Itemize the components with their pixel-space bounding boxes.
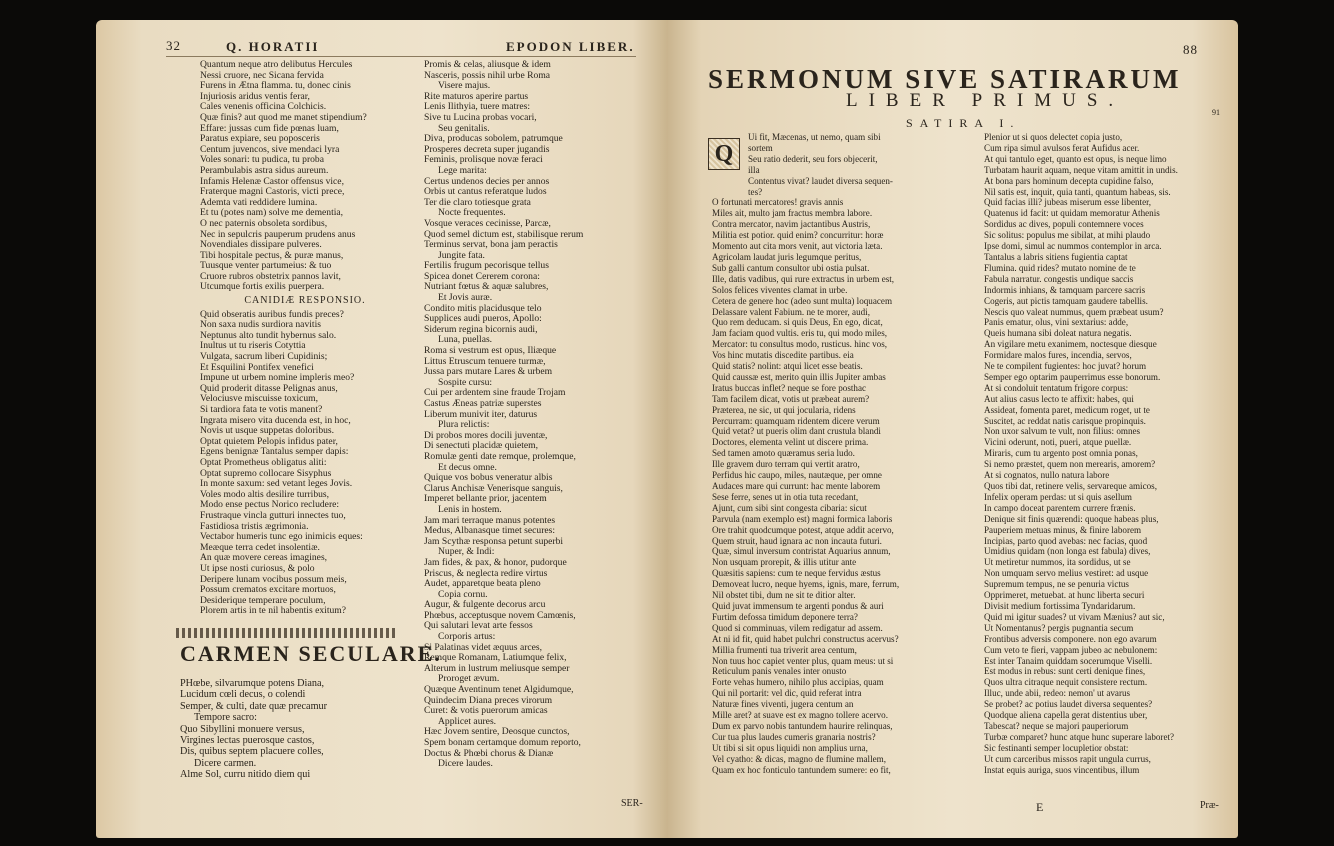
text-line: Lucidum cœli decus, o colendi — [180, 689, 306, 701]
text-line: At bona pars hominum decepta cupidine falso, — [984, 175, 1154, 186]
text-line: Flumina. quid rides? mutato nomine de te — [984, 262, 1136, 273]
text-line: Optat supremo collocare Sisyphus — [200, 467, 332, 479]
text-line: Imperet bellante prior, jacentem — [424, 493, 547, 505]
text-line: Denique sit finis quærendi: quoque habeas plus, — [984, 513, 1159, 524]
text-line: Plenior ut si quos delectet copia justo, — [984, 132, 1123, 142]
text-line: Semper ego optarim pauperrimus esse bonorum. — [984, 371, 1161, 382]
text-line: Inultus ut tu riseris Cotyttia — [200, 340, 306, 352]
text-line: O fortunati mercatores! gravis annis — [712, 197, 844, 208]
text-line: Quos tibi dat, retinere velis, servareque amicos, — [984, 481, 1157, 491]
text-line: Forte vehas humero, nihilo plus accipias, quam — [712, 677, 884, 688]
text-line: Audaces mare qui currunt: hac mente laborem — [712, 481, 881, 491]
text-line: Doctores, elementa velint ut discere prima. — [712, 437, 869, 448]
text-line: tes? — [748, 186, 763, 197]
text-line: Ter die claro totiesque grata — [424, 196, 531, 208]
text-line: Est inter Tanaim quiddam socerumque Viselli. — [984, 655, 1153, 666]
text-line: Jam faciam quod vultis. eris tu, qui modo miles, — [712, 328, 888, 339]
text-line: Injuriosis aridus ventis ferar, — [200, 90, 310, 102]
text-line: Ille, datis vadibus, qui rure extractus in urbem est, — [712, 273, 895, 284]
text-line: Vicini oderunt, noti, pueri, atque puellæ. — [984, 437, 1132, 448]
text-line: Virgines lectas puerosque castos, — [180, 735, 315, 747]
text-line: Nuper, & Indi: — [438, 546, 495, 558]
text-line: Millia frumenti tua triverit area centum, — [712, 644, 857, 655]
text-line: Si tardiora fata te votis manent? — [200, 404, 323, 415]
text-line: Medus, Albanasque timet secures: — [424, 525, 556, 537]
text-line: Et Jovis auræ. — [438, 292, 493, 304]
text-line: Lenis Ilithyia, tuere matres: — [424, 101, 531, 113]
text-line: In monte saxum: sed vetant leges Jovis. — [200, 478, 353, 490]
left-column-1 — [200, 60, 410, 626]
text-line: Quindecim Diana preces virorum — [424, 694, 553, 706]
page-number-left: 32 — [166, 38, 181, 53]
text-line: Diva, producas sobolem, patrumque — [424, 133, 563, 145]
text-line: Demoveat lucro, neque hyems, ignis, mare, ferrum, — [712, 579, 900, 590]
text-line: Doctus & Phœbi chorus & Dianæ — [424, 747, 554, 759]
text-line: Mercator: tu consultus modo, rusticus. hinc vos, — [712, 339, 888, 350]
text-line: Quæsitis sapiens: cum te neque fervidus æstus — [712, 568, 881, 579]
text-line: Non usquam prorepit, & illis utitur ante — [712, 557, 857, 568]
text-line: Alterum in lustrum meliusque semper — [424, 662, 570, 674]
text-line: Nil satis est, inquit, quia tanti, quantum habeas, sis. — [984, 186, 1171, 197]
right-page — [668, 20, 1238, 838]
text-line: Suscitet, ac reddat natis carisque propinquis. — [984, 415, 1146, 426]
text-line: Fraterque magni Castoris, victi prece, — [200, 186, 345, 198]
text-line: Quo rem deducam. si quis Deus, En ego, dicat, — [712, 317, 883, 328]
text-line: Nutriant fœtus & aquæ salubres, — [424, 281, 549, 293]
text-line: An vigilare metu exanimem, noctesque diesque — [984, 339, 1157, 350]
text-line: Plura relictis: — [438, 419, 490, 431]
text-line: Proroget ævum. — [438, 673, 500, 685]
text-line: Cales venenis officina Colchicis. — [200, 101, 327, 113]
text-line: At qui tantulo eget, quanto est opus, is neque limo — [984, 153, 1167, 164]
text-line: Ademta vati reddidere lumina. — [200, 196, 318, 208]
text-line: Fastidiosa tristis ægrimonia. — [200, 520, 309, 532]
text-line: Ajunt, cum sibi sint congesta cibaria: sicut — [712, 502, 867, 513]
text-line: Pauperiem metuas minus, & finire laborem — [984, 524, 1142, 535]
text-line: Condito mitis placidusque telo — [424, 302, 542, 314]
text-line: Visere majus. — [438, 80, 491, 92]
text-line: Supremum tempus, ne se penuria victus — [984, 579, 1129, 590]
text-line: Jam Scythæ responsa petunt superbi — [424, 535, 564, 547]
text-line: Infamis Helenæ Castor offensus vice, — [200, 175, 344, 187]
text-line: Jam fides, & pax, & honor, pudorque — [424, 556, 567, 568]
text-line: Non tuus hoc capiet venter plus, quam meus: ut si — [712, 655, 894, 666]
text-line: Quantum neque atro delibutus Hercules — [200, 60, 353, 70]
text-line: Et decus omne. — [438, 461, 497, 473]
text-line: Vos hinc mutatis discedite partibus. eia — [712, 350, 854, 361]
text-line: Miles ait, multo jam fractus membra labore. — [712, 208, 873, 219]
text-line: Liberum munivit iter, daturus — [424, 408, 538, 420]
text-line: Lege marita: — [438, 164, 487, 176]
text-line: Prosperes decreta super jugandis — [424, 143, 550, 155]
text-line: Si Palatinas videt æquus arces, — [424, 641, 543, 653]
text-line: Littus Etruscum tenuere turmæ, — [424, 355, 546, 367]
text-line: Fabula narratur. congestis undique saccis — [984, 273, 1134, 284]
text-line: Panis ematur, olus, vini sextarius: adde, — [984, 317, 1129, 328]
text-line: Spicea donet Cererem corona: — [424, 270, 540, 282]
text-line: Feminis, prolisque novæ feraci — [424, 154, 543, 166]
text-line: Delassare valent Fabium. ne te morer, audi, — [712, 306, 870, 317]
text-line: sortem — [748, 142, 773, 153]
subtitle: LIBER PRIMUS. — [846, 90, 1125, 111]
text-line: Centum juvencos, sive mendaci lyra — [200, 143, 340, 155]
text-line: illa — [748, 164, 760, 175]
text-line: Agricolam laudat juris legumque peritus, — [712, 251, 862, 262]
text-line: At ni id fit, quid habet pulchri constructus acervus? — [712, 633, 899, 644]
marginal-note: 91 — [1212, 108, 1220, 117]
catchword-right: Præ- — [1200, 800, 1219, 811]
text-line: Dum ex parvo nobis tantundem haurire relinquas, — [712, 720, 893, 731]
text-line: Sed tamen amoto quæramus seria ludo. — [712, 448, 855, 459]
text-line: Clarus Anchisæ Venerisque sanguis, — [424, 482, 563, 494]
running-head-right: EPODON LIBER. — [506, 39, 635, 54]
text-line: Quodque aliena capella gerat distentius uber, — [984, 710, 1148, 721]
right-column-2 — [984, 132, 1229, 812]
text-line: Et Esquilini Pontifex venefici — [200, 361, 314, 373]
text-line: Cur tua plus laudes cumeris granaria nostris? — [712, 731, 876, 742]
text-line: Sub galli cantum consultor ubi ostia pulsat. — [712, 262, 870, 273]
text-line: Ui fit, Mæcenas, ut nemo, quam sibi — [748, 132, 881, 142]
text-line: Queis humana sibi doleat natura negatis. — [984, 328, 1132, 339]
text-line: Fertilis frugum pecorisque tellus — [424, 260, 549, 272]
text-line: Nec in sepulcris pauperum prudens anus — [200, 228, 356, 240]
text-line: Curet: & votis puerorum amicas — [424, 705, 548, 717]
text-line: Naturæ fines viventi, jugera centum an — [712, 699, 854, 710]
left-column-2 — [424, 60, 654, 812]
text-line: Jussa pars mutare Lares & urbem — [424, 366, 553, 378]
text-line: Di probos mores docili juventæ, — [424, 429, 548, 441]
text-line: Perfidus hic caupo, miles, nautæque, per omne — [712, 470, 882, 481]
text-line: At si condoluit tentatum frigore corpus: — [984, 382, 1129, 393]
text-line: Optat Prometheus obligatus aliti: — [200, 456, 327, 468]
text-line: Jam mari terraque manus potentes — [424, 514, 556, 526]
head-rule-left — [166, 56, 636, 57]
text-line: At si cognatos, nullo natura labore — [984, 470, 1110, 481]
text-line: Plorem artis in te nil habentis exitum? — [200, 605, 347, 617]
right-column-1 — [712, 132, 974, 812]
text-line: Est modus in rebus: sunt certi denique fines, — [984, 666, 1146, 677]
text-line: Opprimeret, metuebat. at hunc liberta securi — [984, 590, 1145, 601]
text-line: Turbatam haurit aquam, neque vitam amittit in undis. — [984, 164, 1178, 175]
text-line: Neptunus alto tundit hybernus salo. — [200, 329, 337, 341]
text-line: Sese ferre, senes ut in otia tuta recedant, — [712, 491, 859, 502]
text-line: Frustraque vincla gutturi innectes tuo, — [200, 509, 346, 521]
text-line: Aut alius casus lecto te affixit: habes, qui — [984, 393, 1134, 404]
text-line: Reticulum panis venales inter onusto — [712, 666, 847, 677]
text-line: Voles modo altis desilire turribus, — [200, 488, 330, 500]
text-line: Sive tu Lucina probas vocari, — [424, 111, 537, 123]
text-line: Di senectuti placidæ quietem, — [424, 440, 539, 452]
text-line: Tibi hospitale pectus, & puræ manus, — [200, 249, 344, 261]
text-line: Cum veto te fieri, vappam jubeo ac nebulonem: — [984, 644, 1158, 655]
text-line: Se probet? ac potius laudet diversa sequentes? — [984, 699, 1153, 710]
text-line: Quod semel dictum est, stabilisque rerum — [424, 228, 584, 240]
text-line: Tabescat? neque se majori pauperiorum — [984, 720, 1129, 731]
text-line: Corporis artus: — [438, 631, 496, 643]
text-line: Applicet aures. — [438, 715, 497, 727]
text-line: Sic festinanti semper locupletior obstat: — [984, 742, 1129, 753]
text-line: Cruore rubros obstetrix pannos lavit, — [200, 270, 341, 282]
text-line: Quam ex hoc fonticulo tantundem sumere: eo fit, — [712, 764, 891, 775]
text-line: Ut cum carceribus missos rapit ungula currus, — [984, 753, 1151, 764]
text-line: Qui salutari levat arte fessos — [424, 620, 533, 632]
text-line: Turbæ comparet? hunc atque hunc superare laboret? — [984, 731, 1175, 742]
text-line: Miraris, cum tu argento post omnia ponas, — [984, 448, 1138, 459]
text-line: Ingrata misero vita ducenda est, in hoc, — [200, 414, 351, 426]
main-title: SERMONUM SIVE SATIRARUM — [708, 64, 1182, 94]
catchword-left: SER- — [621, 798, 643, 809]
text-line: Siderum regina bicornis audi, — [424, 323, 538, 335]
text-line: Novendiales dissipare pulveres. — [200, 239, 322, 251]
text-line: Contra mercator, navim jactantibus Austris, — [712, 219, 871, 230]
text-line: Velociusve miscuisse toxicum, — [200, 393, 319, 405]
text-line: Nescis quo valeat nummus, quem præbeat usum? — [984, 306, 1164, 317]
text-line: Ne te compilent fugientes: hoc juvat? horum — [984, 361, 1147, 372]
text-line: Cui per ardentem sine fraude Trojam — [424, 387, 566, 399]
text-line: Quid vetat? ut pueris olim dant crustula blandi — [712, 426, 881, 437]
text-line: Qui nil portarit: vel dic, quid referat intra — [712, 688, 862, 699]
text-line: Luna, puellas. — [438, 334, 493, 346]
text-line: Frontibus adversis componere. non ego avarum — [984, 633, 1157, 644]
text-line: Quid caussæ est, merito quin illis Jupiter ambas — [712, 371, 886, 382]
text-line: Possum crematos excitare mortuos, — [200, 584, 336, 596]
text-line: Perambulabis astra sidus aureum. — [200, 164, 329, 176]
text-line: Quæ, simul inversum contristat Aquarius annum, — [712, 546, 891, 557]
text-line: Quæ finis? aut quod me manet stipendium? — [200, 111, 367, 123]
text-line: Ut ipse nosti curiosus, & polo — [200, 562, 315, 574]
text-line: Quid juvat immensum te argenti pondus & auri — [712, 600, 884, 611]
text-line: Vosque veraces cecinisse, Parcæ, — [424, 217, 551, 229]
text-line: Instat equis auriga, suos vincentibus, illum — [984, 764, 1140, 775]
text-line: Novis ut usque suppetas doloribus. — [200, 425, 335, 437]
text-line: Sordidus ac dives, populi contemnere voces — [984, 219, 1144, 230]
text-line: Nessi cruore, nec Sicana fervida — [200, 69, 324, 81]
text-line: Remque Romanam, Latiumque felix, — [424, 652, 567, 664]
text-line: Jungite fata. — [438, 249, 485, 261]
text-line: Furtim defossa timidum deponere terra? — [712, 611, 858, 622]
text-line: Lenis in hostem. — [438, 503, 502, 515]
text-line: Promis & celas, aliusque & idem — [424, 60, 551, 70]
text-line: Quos ultra citraque nequit consistere rectum. — [984, 677, 1148, 688]
text-line: Hæc Jovem sentire, Deosque cunctos, — [424, 726, 570, 738]
text-line: Infelix operam perdas: ut si quis asellum — [984, 491, 1132, 502]
text-line: Divisit medium fortissima Tyndaridarum. — [984, 600, 1136, 611]
text-line: Mille aret? at suave est ex magno tollere acervo. — [712, 710, 888, 721]
running-head-left: Q. HORATII — [226, 39, 320, 54]
text-line: Spem bonam certamque domum reporto, — [424, 737, 581, 748]
text-line: Egens benignæ Tantalus semper dapis: — [200, 446, 349, 458]
text-line: Quique vos bobus veneratur albis — [424, 472, 553, 484]
text-line: Quid obseratis auribus fundis preces? — [200, 308, 344, 320]
text-line: Orbis ut cantus referatque ludos — [424, 186, 547, 198]
text-line: Quo Sibyllini monuere versus, — [180, 723, 305, 735]
text-line: Illuc, unde abii, redeo: nemon' ut avarus — [984, 688, 1131, 699]
text-line: Paratus expiare, seu poposceris — [200, 133, 320, 145]
text-line: Ut Nomentanus? pergis pugnantia secum — [984, 622, 1134, 633]
text-line: Momento aut cita mors venit, aut victoria læta. — [712, 241, 883, 252]
text-line: Terminus servat, bona jam peractis — [424, 239, 558, 251]
text-line: Vel cyatho: & dicas, magno de flumine mallem, — [712, 753, 886, 764]
text-line: Ore trahit quodcumque potest, atque addit acervo, — [712, 524, 894, 535]
text-line: Optat quietem Pelopis infidus pater, — [200, 435, 338, 447]
text-line: O nec paternis obsoleta sordibus, — [200, 217, 328, 229]
text-line: Quid statis? nolint: atqui licet esse beatis. — [712, 361, 863, 372]
text-line: Roma si vestrum est opus, Iliæque — [424, 345, 557, 357]
text-line: Parvula (nam exemplo est) magni formica laboris — [712, 513, 893, 524]
text-line: Ut metiretur nummos, ita sordidus, ut se — [984, 557, 1131, 568]
text-line: Incipias, parto quod avebas: nec facias, quod — [984, 535, 1148, 546]
text-line: Non saxa nudis surdiora navitis — [200, 319, 321, 331]
text-line: Copia cornu. — [438, 588, 488, 600]
open-book — [96, 20, 1238, 838]
text-line: Augur, & fulgente decorus arcu — [424, 599, 546, 611]
text-line: PHœbe, silvarumque potens Diana, — [180, 678, 325, 689]
text-line: Rite maturos aperire partus — [424, 90, 529, 102]
text-line: Ille gravem duro terram qui vertit aratro, — [712, 459, 860, 470]
text-line: Cogeris, aut pictis tamquam gaudere tabellis. — [984, 295, 1148, 306]
text-line: Quid proderit ditasse Pelignas anus, — [200, 382, 338, 394]
text-line: Modo ense pectus Norico recludere: — [200, 499, 340, 511]
text-line: Formidare malos fures, incendia, servos, — [984, 350, 1132, 361]
text-line: Alme Sol, curru nitido diem qui — [180, 769, 311, 781]
text-line: Seu genitalis. — [438, 122, 490, 134]
text-line: Umidius quidam (non longa est fabula) dives, — [984, 546, 1151, 557]
text-line: Supplices audi pueros, Apollo: — [424, 313, 542, 325]
text-line: Cetera de genere hoc (adeo sunt multa) loquacem — [712, 295, 893, 306]
signature-mark: E — [1036, 800, 1044, 814]
text-line: Præterea, ne sic, ut qui jocularia, ridens — [712, 404, 856, 415]
text-line: Audet, apparetque beata pleno — [424, 578, 541, 590]
text-line: Cum ripa simul avulsos ferat Aufidus acer. — [984, 142, 1140, 153]
text-line: Dis, quibus septem placuere colles, — [180, 746, 324, 758]
text-line: Non uxor salvum te vult, non filius: omnes — [984, 426, 1141, 437]
text-line: Furens in Ætna flamma. tu, donec cinis — [200, 80, 351, 92]
text-line: Romulæ genti date remque, prolemque, — [424, 450, 576, 462]
text-line: Nasceris, possis nihil urbe Roma — [424, 69, 551, 81]
text-line: Quod si comminuas, vilem redigatur ad assem. — [712, 622, 883, 633]
text-line: Nil obstet tibi, dum ne sit te ditior alter. — [712, 590, 856, 601]
text-line: Assideat, fomenta paret, medicum roget, ut te — [984, 404, 1150, 415]
text-line: Castus Æneas patriæ superstes — [424, 398, 542, 409]
text-line: Quæque Aventinum tenet Algidumque, — [424, 684, 574, 696]
text-line: An quæ movere cereas imagines, — [200, 552, 328, 564]
text-line: Tuusque venter partumeius: & tuo — [200, 260, 332, 272]
text-line: Contentus vivat? laudet diversa sequen- — [748, 175, 893, 186]
text-line: Non umquam servo melius vestiret: ad usque — [984, 568, 1149, 579]
text-line: Percurram: quamquam ridentem dicere verum — [712, 415, 880, 426]
text-line: Nocte frequentes. — [438, 207, 506, 219]
text-line: Tantalus a labris sitiens fugientia captat — [984, 251, 1128, 262]
text-line: Iratus buccas inflet? neque se fore posthac — [712, 382, 867, 393]
text-line: Vulgata, sacrum liberi Cupidinis; — [200, 351, 328, 363]
text-line: Ipse domi, simul ac nummos contemplor in arca. — [984, 241, 1162, 252]
text-line: Dicere carmen. — [194, 757, 257, 769]
text-line: Indormis inhians, & tamquam parcere sacris — [984, 284, 1146, 295]
text-line: Impune ut urbem nomine impleris meo? — [200, 372, 355, 384]
text-line: Quatenus id facit: ut quidam memoratur Athenis — [984, 208, 1160, 219]
text-line: Solos felices viventes clamat in urbe. — [712, 284, 848, 295]
text-line: Phœbus, acceptusque novem Camœnis, — [424, 609, 576, 621]
text-line: Quid mi igitur suades? ut vivam Mænius? aut sic, — [984, 611, 1165, 622]
text-line: Priscus, & neglecta redire virtus — [424, 567, 548, 579]
text-line: Quid facias illi? jubeas miserum esse libenter, — [984, 197, 1152, 208]
text-line: Meæque terra cedet insolentiæ. — [200, 541, 320, 553]
text-line: Et tu (potes nam) solve me dementia, — [200, 207, 344, 219]
text-line: Desiderique temperare poculum, — [200, 594, 326, 606]
text-line: Tam facilem dicat, votis ut præbeat aurem? — [712, 393, 870, 404]
ornament-band — [176, 628, 396, 638]
text-line: Sic solitus: populus me sibilat, at mihi plaudo — [984, 230, 1151, 241]
page-number-right: 88 — [1183, 42, 1198, 57]
text-line: In campo doceat parentem currere frænis. — [984, 502, 1136, 513]
text-line: Utcumque fortis exilis puerpera. — [200, 281, 325, 293]
text-line: Certus undenos decies per annos — [424, 175, 550, 187]
text-line: Voles sonari: tu pudica, tu proba — [200, 154, 324, 166]
left-column-1-continued — [180, 678, 400, 788]
left-page — [96, 20, 666, 838]
text-line: Si nemo præstet, quem non merearis, amorem? — [984, 459, 1156, 470]
text-line: CANIDIÆ RESPONSIO. — [244, 295, 366, 307]
text-line: Tempore sacro: — [194, 712, 257, 724]
drop-initial: Q — [708, 138, 740, 170]
text-line: Vectabor humeris tunc ego inimicis eques: — [200, 531, 363, 543]
text-line: Militia est potior. quid enim? concurritur: horæ — [712, 230, 884, 241]
text-line: Semper, & culti, date quæ precamur — [180, 700, 327, 712]
text-line: Effare: jussas cum fide pœnas luam, — [200, 122, 339, 134]
text-line: Ut tibi si sit opus liquidi non amplius urna, — [712, 742, 868, 753]
section-title: CARMEN SECULARE. — [180, 641, 442, 666]
satire-heading: SATIRA I. — [906, 116, 1021, 130]
text-line: Dicere laudes. — [438, 758, 493, 770]
text-line: Quem struit, haud ignara ac non incauta futuri. — [712, 535, 882, 546]
text-line: Sospite cursu: — [438, 376, 493, 388]
text-line: Seu ratio dederit, seu fors objecerit, — [748, 153, 878, 164]
text-line: Deripere lunam vocibus possum meis, — [200, 573, 347, 585]
